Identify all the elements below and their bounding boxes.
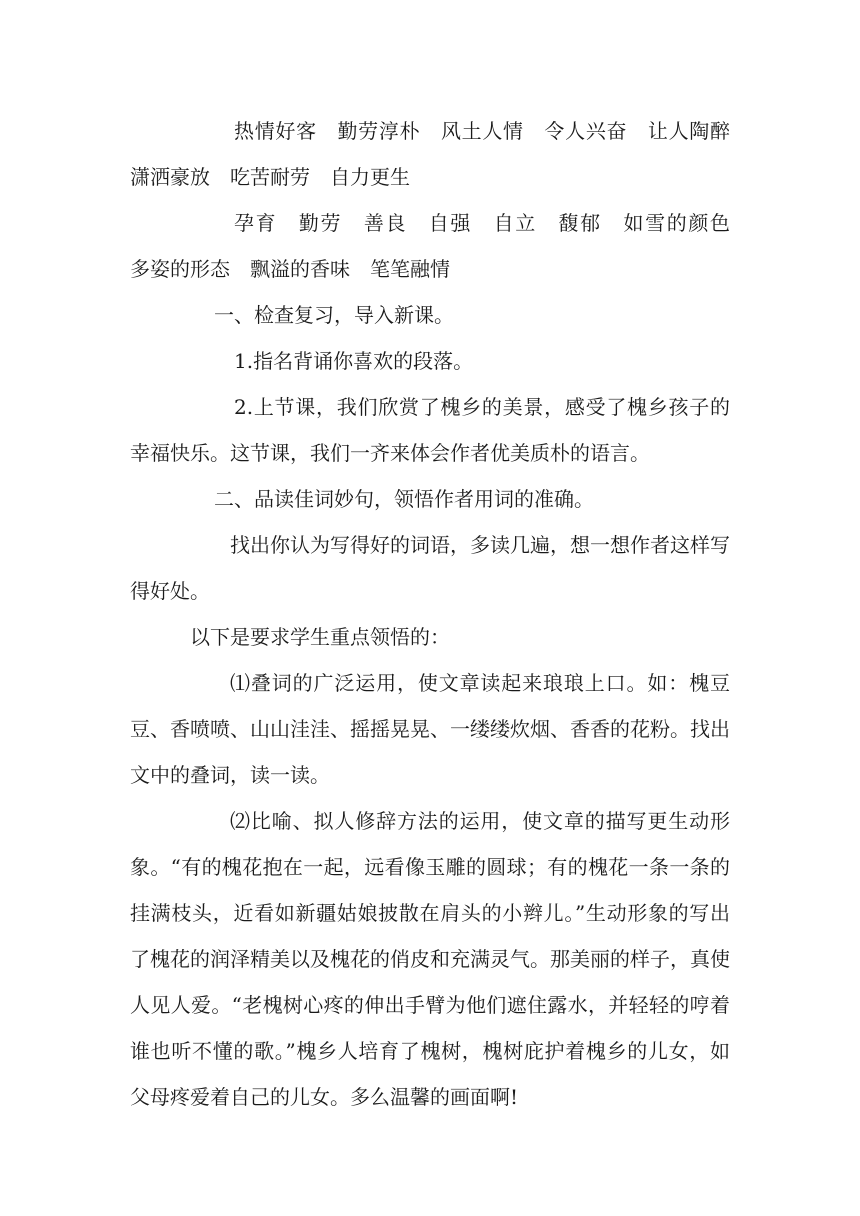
key-point-1-paragraph: ⑴叠词的广泛运用，使文章读起来琅琅上口。如：槐豆豆、香喷喷、山山洼洼、摇摇晃晃、一缕缕炊烟、香香的花粉。找出文中的叠词，读一读。	[130, 671, 730, 787]
document-body	[130, 108, 750, 1120]
key-point-2-paragraph: ⑵比喻、拟人修辞方法的运用，使文章的描写更生动形象。“有的槐花抱在一起，远看像玉雕的圆球；有的槐花一条一条的挂满枝头，近看如新疆姑娘披散在肩头的小辫儿。”生动形象的写出了槐花的润泽精美以及槐花的俏皮和充满灵气。那美丽的样子，真使人见人爱。“老槐树心疼的伸出手臂为他们遮住露水，并轻轻的哼着谁也听不懂的歌。”槐乡人培育了槐树，槐树庇护着槐乡的儿女，如父母疼爱着自己的儿女。多么温馨的画面啊!	[130, 809, 730, 1109]
section-heading-2: 二、品读佳词妙句，领悟作者用词的准确。	[214, 487, 594, 511]
section-heading-1: 一、检查复习，导入新课。	[214, 303, 454, 327]
step-2-paragraph: 2.上节课，我们欣赏了槐乡的美景，感受了槐乡孩子的幸福快乐。这节课，我们一齐来体会作者优美质朴的语言。	[130, 395, 730, 465]
vocabulary-list-1: 热情好客 勤劳淳朴 风土人情 令人兴奋 让人陶醉 潇洒豪放 吃苦耐劳 自力更生	[130, 119, 750, 189]
key-points-intro: 以下是要求学生重点领悟的：	[190, 625, 450, 649]
step-1-paragraph: 1.指名背诵你喜欢的段落。	[234, 349, 474, 373]
vocabulary-list-2: 孕育 勤劳 善良 自强 自立 馥郁 如雪的颜色 多姿的形态 飘溢的香味 笔笔融情	[130, 211, 750, 281]
instruction-paragraph: 找出你认为写得好的词语，多读几遍，想一想作者这样写得好处。	[130, 533, 730, 603]
